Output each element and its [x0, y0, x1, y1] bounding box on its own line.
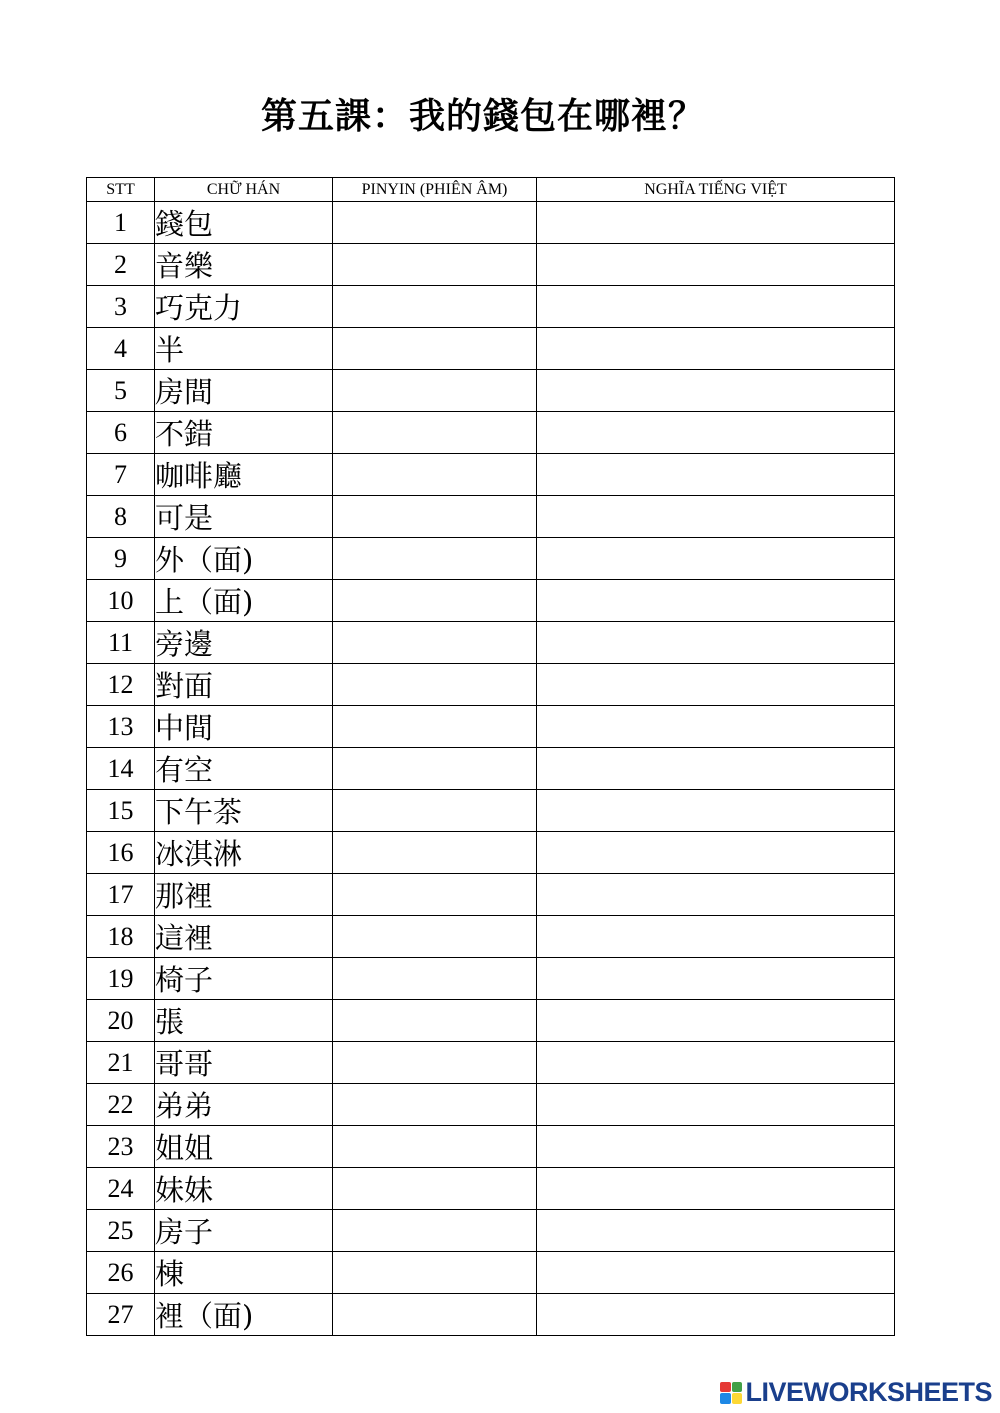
table-row [87, 1294, 895, 1336]
table-row [87, 874, 895, 916]
meaning-answer-cell[interactable] [537, 1126, 895, 1168]
pinyin-answer-cell[interactable] [333, 622, 537, 664]
table-row [87, 1126, 895, 1168]
pinyin-answer-cell[interactable] [333, 328, 537, 370]
han-cell: 張 [155, 1000, 333, 1042]
stt-cell: 9 [87, 538, 155, 580]
table-row [87, 1084, 895, 1126]
meaning-answer-cell[interactable] [537, 1210, 895, 1252]
meaning-answer-cell[interactable] [537, 580, 895, 622]
pinyin-answer-cell[interactable] [333, 664, 537, 706]
meaning-answer-cell[interactable] [537, 664, 895, 706]
meaning-answer-cell[interactable] [537, 1168, 895, 1210]
header-row [87, 178, 895, 202]
stt-cell: 20 [87, 1000, 155, 1042]
table-row [87, 1210, 895, 1252]
han-cell: 對面 [155, 664, 333, 706]
pinyin-answer-cell[interactable] [333, 748, 537, 790]
liveworksheets-logo-icon [720, 1382, 742, 1404]
meaning-answer-cell[interactable] [537, 1042, 895, 1084]
pinyin-answer-cell[interactable] [333, 958, 537, 1000]
stt-cell: 3 [87, 286, 155, 328]
table-row [87, 832, 895, 874]
stt-cell: 5 [87, 370, 155, 412]
table-row [87, 412, 895, 454]
table-row [87, 748, 895, 790]
table-row [87, 958, 895, 1000]
pinyin-answer-cell[interactable] [333, 286, 537, 328]
han-cell: 有空 [155, 748, 333, 790]
meaning-answer-cell[interactable] [537, 706, 895, 748]
meaning-answer-cell[interactable] [537, 412, 895, 454]
han-cell: 房間 [155, 370, 333, 412]
han-cell: 半 [155, 328, 333, 370]
han-cell: 下午茶 [155, 790, 333, 832]
table-row [87, 916, 895, 958]
pinyin-answer-cell[interactable] [333, 1042, 537, 1084]
pinyin-answer-cell[interactable] [333, 1294, 537, 1336]
brand-name: LIVEWORKSHEETS [745, 1377, 992, 1407]
pinyin-answer-cell[interactable] [333, 832, 537, 874]
table-row [87, 1000, 895, 1042]
meaning-answer-cell[interactable] [537, 1294, 895, 1336]
pinyin-answer-cell[interactable] [333, 1168, 537, 1210]
pinyin-answer-cell[interactable] [333, 790, 537, 832]
pinyin-answer-cell[interactable] [333, 538, 537, 580]
meaning-answer-cell[interactable] [537, 1252, 895, 1294]
meaning-answer-cell[interactable] [537, 370, 895, 412]
stt-cell: 6 [87, 412, 155, 454]
table-row [87, 706, 895, 748]
stt-cell: 22 [87, 1084, 155, 1126]
pinyin-answer-cell[interactable] [333, 496, 537, 538]
meaning-answer-cell[interactable] [537, 916, 895, 958]
stt-cell: 8 [87, 496, 155, 538]
han-cell: 冰淇淋 [155, 832, 333, 874]
meaning-answer-cell[interactable] [537, 958, 895, 1000]
han-cell: 巧克力 [155, 286, 333, 328]
stt-cell: 18 [87, 916, 155, 958]
han-cell: 不錯 [155, 412, 333, 454]
table-row [87, 1252, 895, 1294]
han-cell: 房子 [155, 1210, 333, 1252]
stt-cell: 21 [87, 1042, 155, 1084]
header-stt: STT [87, 178, 155, 202]
meaning-answer-cell[interactable] [537, 328, 895, 370]
table-row [87, 286, 895, 328]
stt-cell: 19 [87, 958, 155, 1000]
stt-cell: 10 [87, 580, 155, 622]
meaning-answer-cell[interactable] [537, 496, 895, 538]
han-cell: 哥哥 [155, 1042, 333, 1084]
table-row [87, 1042, 895, 1084]
vocabulary-table [86, 177, 895, 1336]
meaning-answer-cell[interactable] [537, 790, 895, 832]
stt-cell: 11 [87, 622, 155, 664]
stt-cell: 4 [87, 328, 155, 370]
table-row [87, 244, 895, 286]
table-row [87, 790, 895, 832]
han-cell: 上（面) [155, 580, 333, 622]
page-title: 第五課：我的錢包在哪裡？ [260, 95, 705, 137]
meaning-answer-cell[interactable] [537, 622, 895, 664]
pinyin-answer-cell[interactable] [333, 1084, 537, 1126]
meaning-answer-cell[interactable] [537, 874, 895, 916]
table-row [87, 664, 895, 706]
han-cell: 裡（面) [155, 1294, 333, 1336]
table-row [87, 454, 895, 496]
meaning-answer-cell[interactable] [537, 748, 895, 790]
table-row [87, 202, 895, 244]
han-cell: 咖啡廳 [155, 454, 333, 496]
pinyin-answer-cell[interactable] [333, 1210, 537, 1252]
stt-cell: 26 [87, 1252, 155, 1294]
stt-cell: 25 [87, 1210, 155, 1252]
meaning-answer-cell[interactable] [537, 202, 895, 244]
pinyin-answer-cell[interactable] [333, 244, 537, 286]
stt-cell: 24 [87, 1168, 155, 1210]
han-cell: 那裡 [155, 874, 333, 916]
table-row [87, 496, 895, 538]
meaning-answer-cell[interactable] [537, 1000, 895, 1042]
han-cell: 妹妹 [155, 1168, 333, 1210]
han-cell: 椅子 [155, 958, 333, 1000]
stt-cell: 15 [87, 790, 155, 832]
han-cell: 音樂 [155, 244, 333, 286]
han-cell: 外（面) [155, 538, 333, 580]
han-cell: 弟弟 [155, 1084, 333, 1126]
stt-cell: 27 [87, 1294, 155, 1336]
table-row [87, 622, 895, 664]
han-cell: 中間 [155, 706, 333, 748]
pinyin-answer-cell[interactable] [333, 916, 537, 958]
table-row [87, 1168, 895, 1210]
stt-cell: 12 [87, 664, 155, 706]
pinyin-answer-cell[interactable] [333, 1000, 537, 1042]
table-row [87, 538, 895, 580]
han-cell: 錢包 [155, 202, 333, 244]
stt-cell: 13 [87, 706, 155, 748]
han-cell: 棟 [155, 1252, 333, 1294]
han-cell: 這裡 [155, 916, 333, 958]
pinyin-answer-cell[interactable] [333, 1126, 537, 1168]
pinyin-answer-cell[interactable] [333, 1252, 537, 1294]
han-cell: 可是 [155, 496, 333, 538]
header-meaning: NGHĨA TIẾNG VIỆT [537, 178, 895, 202]
stt-cell: 23 [87, 1126, 155, 1168]
table-row [87, 328, 895, 370]
pinyin-answer-cell[interactable] [333, 412, 537, 454]
pinyin-answer-cell[interactable] [333, 874, 537, 916]
pinyin-answer-cell[interactable] [333, 706, 537, 748]
meaning-answer-cell[interactable] [537, 538, 895, 580]
stt-cell: 7 [87, 454, 155, 496]
meaning-answer-cell[interactable] [537, 832, 895, 874]
liveworksheets-brand [720, 1377, 992, 1408]
han-cell: 旁邊 [155, 622, 333, 664]
stt-cell: 17 [87, 874, 155, 916]
han-cell: 姐姐 [155, 1126, 333, 1168]
pinyin-answer-cell[interactable] [333, 202, 537, 244]
header-han: CHỮ HÁN [155, 178, 333, 202]
pinyin-answer-cell[interactable] [333, 454, 537, 496]
meaning-answer-cell[interactable] [537, 286, 895, 328]
stt-cell: 2 [87, 244, 155, 286]
meaning-answer-cell[interactable] [537, 1084, 895, 1126]
pinyin-answer-cell[interactable] [333, 370, 537, 412]
table-row [87, 370, 895, 412]
header-pinyin: PINYIN (PHIÊN ÂM) [333, 178, 537, 202]
pinyin-answer-cell[interactable] [333, 580, 537, 622]
stt-cell: 1 [87, 202, 155, 244]
table-row [87, 580, 895, 622]
meaning-answer-cell[interactable] [537, 244, 895, 286]
stt-cell: 14 [87, 748, 155, 790]
stt-cell: 16 [87, 832, 155, 874]
meaning-answer-cell[interactable] [537, 454, 895, 496]
